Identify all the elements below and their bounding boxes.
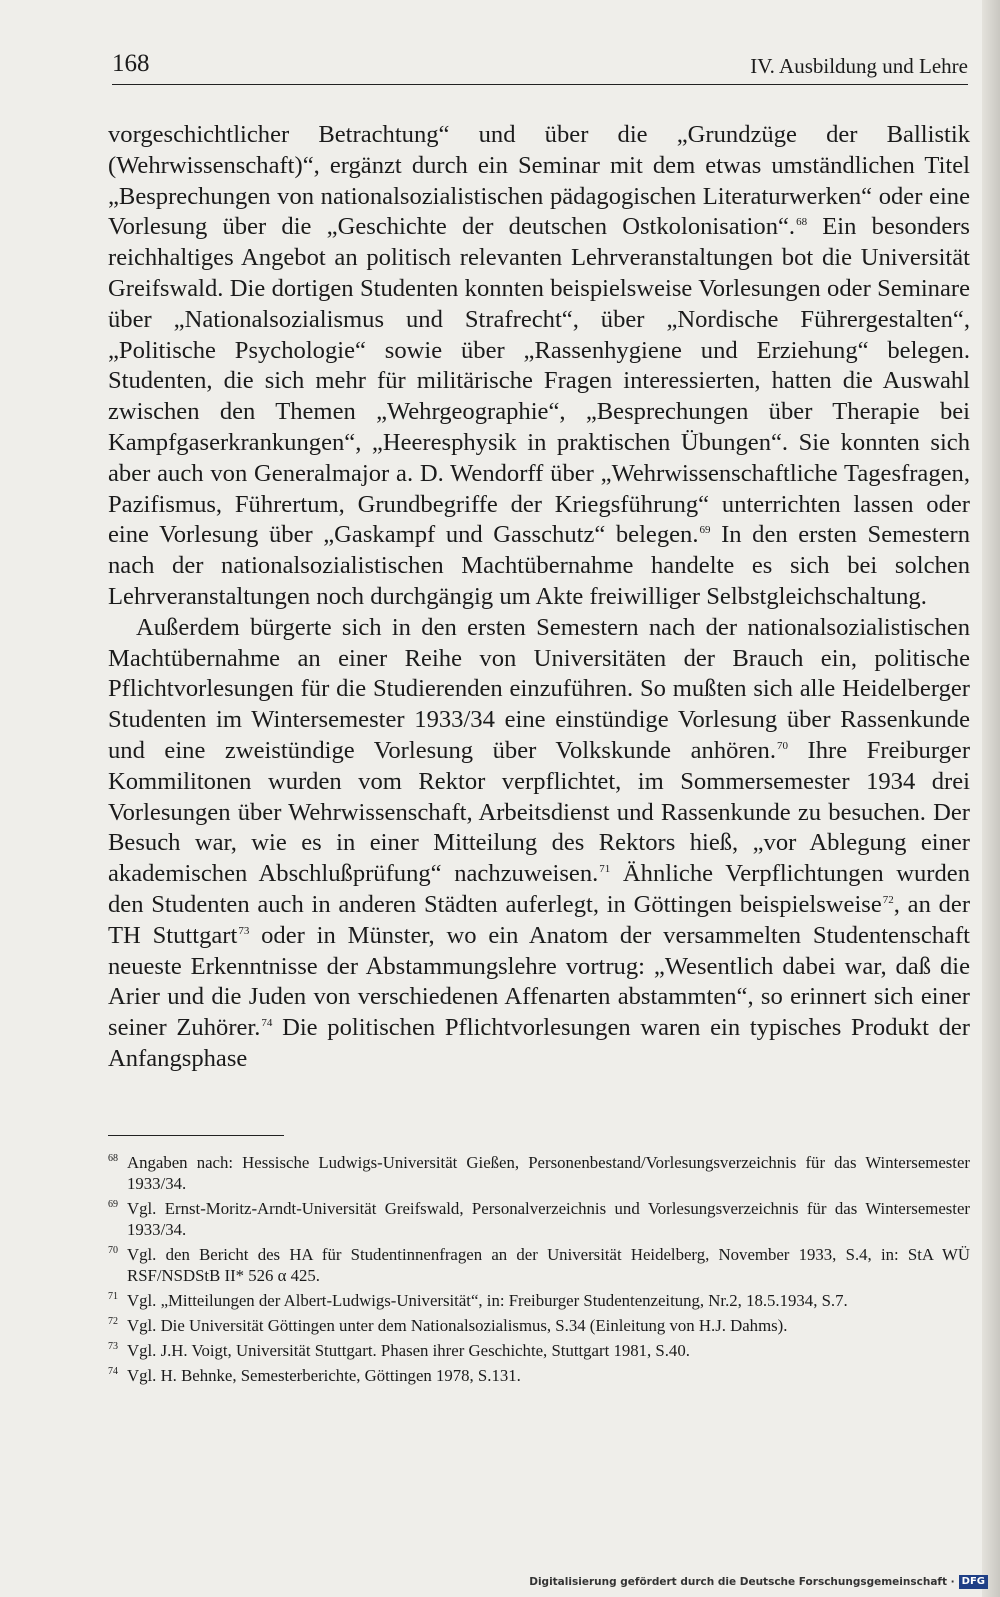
footnote-ref-70[interactable]: 70 [776, 739, 788, 752]
footnote-74 [108, 1365, 970, 1386]
footnote-ref-68[interactable]: 68 [796, 216, 808, 229]
footnote-ref-72[interactable]: 72 [882, 893, 894, 906]
main-text [108, 120, 970, 1075]
chapter-running-head: IV. Ausbildung und Lehre [750, 54, 968, 78]
paragraph-2 [108, 613, 970, 1075]
footnote-70 [108, 1244, 970, 1286]
text-run: Die politischen Pflichtvorlesungen waren ein typisches Produkt der Anfangsphase [108, 1014, 970, 1072]
footnote-text: Vgl. H. Behnke, Semesterberichte, Göttingen 1978, S.131. [127, 1366, 521, 1385]
text-run: Ihre Freiburger Kommilitonen wurden vom Rektor verpflichtet, im Sommersemester 1934 drei Vorlesungen über Wehrwissenschaft, Arbeitsdienst und Rassenkunde zu besuchen. Der Besuch war, wie es in einer Mitteilung des Rektors hieß, „vor Ablegung einer akademischen Abschlußprüfung“ nachzuweisen. [108, 736, 971, 888]
footnote-number: 71 [108, 1291, 118, 1302]
digitization-credit [529, 1573, 988, 1591]
footnote-text: Vgl. J.H. Voigt, Universität Stuttgart. Phasen ihrer Geschichte, Stuttgart 1981, S.40. [127, 1341, 690, 1360]
text-run: In den ersten Semestern nach der nationalsozialistischen Machtübernahme handelte es sich bei solchen Lehrveranstaltungen noch durchgängig um Akte freiwilliger Selbstgleichschaltung. [108, 521, 970, 610]
footnote-text: Vgl. den Bericht des HA für Studentinnenfragen an der Universität Heidelberg, November 1933, S.4, in: StA WÜ RSF/NSDStB II* 526 α 425. [127, 1245, 970, 1285]
footnote-number: 70 [108, 1245, 118, 1256]
paragraph-1 [108, 120, 970, 613]
footnote-ref-73[interactable]: 73 [238, 924, 250, 937]
dfg-logo-icon: DFG [959, 1575, 988, 1589]
footnote-ref-69[interactable]: 69 [699, 524, 711, 537]
text-run: , an der TH Stuttgart [108, 890, 971, 949]
text-run: Ähnliche Verpflichtungen wurden den Studenten auch in anderen Städten auferlegt, in Göttingen beispielsweise [108, 860, 970, 918]
footnote-73 [108, 1340, 970, 1361]
running-header [112, 48, 968, 85]
credit-text: Digitalisierung gefördert durch die Deutsche Forschungsgemeinschaft · [529, 1576, 955, 1588]
page-edge-shadow [982, 0, 1000, 1597]
footnote-divider [108, 1135, 284, 1136]
footnote-text: Angaben nach: Hessische Ludwigs-Universität Gießen, Personenbestand/Vorlesungsverzeichnis für das Wintersemester 1933/34. [127, 1153, 970, 1193]
footnote-text: Vgl. Die Universität Göttingen unter dem Nationalsozialismus, S.34 (Einleitung von H.J. Dahms). [127, 1316, 788, 1335]
footnote-number: 74 [108, 1366, 118, 1377]
footnote-text: Vgl. „Mitteilungen der Albert-Ludwigs-Universität“, in: Freiburger Studentenzeitung, Nr.2, 18.5.1934, S.7. [127, 1291, 848, 1310]
footnote-number: 69 [108, 1199, 118, 1210]
footnote-ref-74[interactable]: 74 [261, 1017, 273, 1030]
text-run: oder in Münster, wo ein Anatom der versammelten Studentenschaft neueste Erkenntnisse der Abstammungslehre vortrug: „Wesentlich dabei war, daß die Arier und die Juden von verschiedenen Affenarten abstammten“, so erinnert sich einer seiner Zuhörer. [108, 921, 970, 1042]
footnote-number: 72 [108, 1316, 118, 1327]
text-run: Außerdem bürgerte sich in den ersten Semestern nach der nationalsozialistischen Machtübernahme an einer Reihe von Universitäten der Brauch ein, politische Pflichtvorlesungen für die Studierenden einzuführen. So mußten sich alle Heidelberger Studenten im Wintersemester 1933/34 eine einstündige Vorlesung über Rassenkunde und eine zweistündige Vorlesung über Volkskunde anhören. [108, 613, 970, 764]
footnotes [108, 1152, 970, 1390]
footnote-ref-71[interactable]: 71 [599, 863, 611, 876]
footnote-69 [108, 1198, 970, 1240]
footnote-text: Vgl. Ernst-Moritz-Arndt-Universität Greifswald, Personalverzeichnis und Vorlesungsverzeichnis für das Wintersemester 1933/34. [127, 1199, 970, 1239]
text-run: Ein besonders reichhaltiges Angebot an politisch relevanten Lehrveranstaltungen bot die Universität Greifswald. Die dortigen Studenten konnten beispielsweise Vorlesungen oder Seminare über „Nationalsozialismus und Strafrecht“, über „Nordische Führergestalten“, „Politische Psychologie“ sowie über „Rassenhygiene und Erziehung“ belegen. Studenten, die sich mehr für militärische Fragen interessierten, hatten die Auswahl zwischen den Themen „Wehrgeographie“, „Besprechungen über Therapie bei Kampfgaserkrankungen“, „Heeresphysik in praktischen Übungen“. Sie konnten sich aber auch von Generalmajor a. D. Wendorff über „Wehrwissenschaftliche Tagesfragen, Pazifismus, Führertum, Grundbegriffe der Kriegsführung“ unterrichten lassen oder eine Vorlesung über „Gaskampf und Gasschutz“ belegen. [108, 213, 970, 549]
footnote-68 [108, 1152, 970, 1194]
footnote-72 [108, 1315, 970, 1336]
footnote-number: 68 [108, 1153, 118, 1164]
footnote-number: 73 [108, 1341, 118, 1352]
page-number: 168 [112, 50, 150, 77]
footnote-71 [108, 1290, 970, 1311]
text-run: vorgeschichtlicher Betrachtung“ und über die „Grundzüge der Ballistik (Wehrwissenschaft)“, ergänzt durch ein Seminar mit dem etwas umständlichen Titel „Besprechungen von nationalsozialistischen pädagogischen Literaturwerken“ oder eine Vorlesung über die „Geschichte der deutschen Ostkolonisation“. [108, 121, 970, 241]
